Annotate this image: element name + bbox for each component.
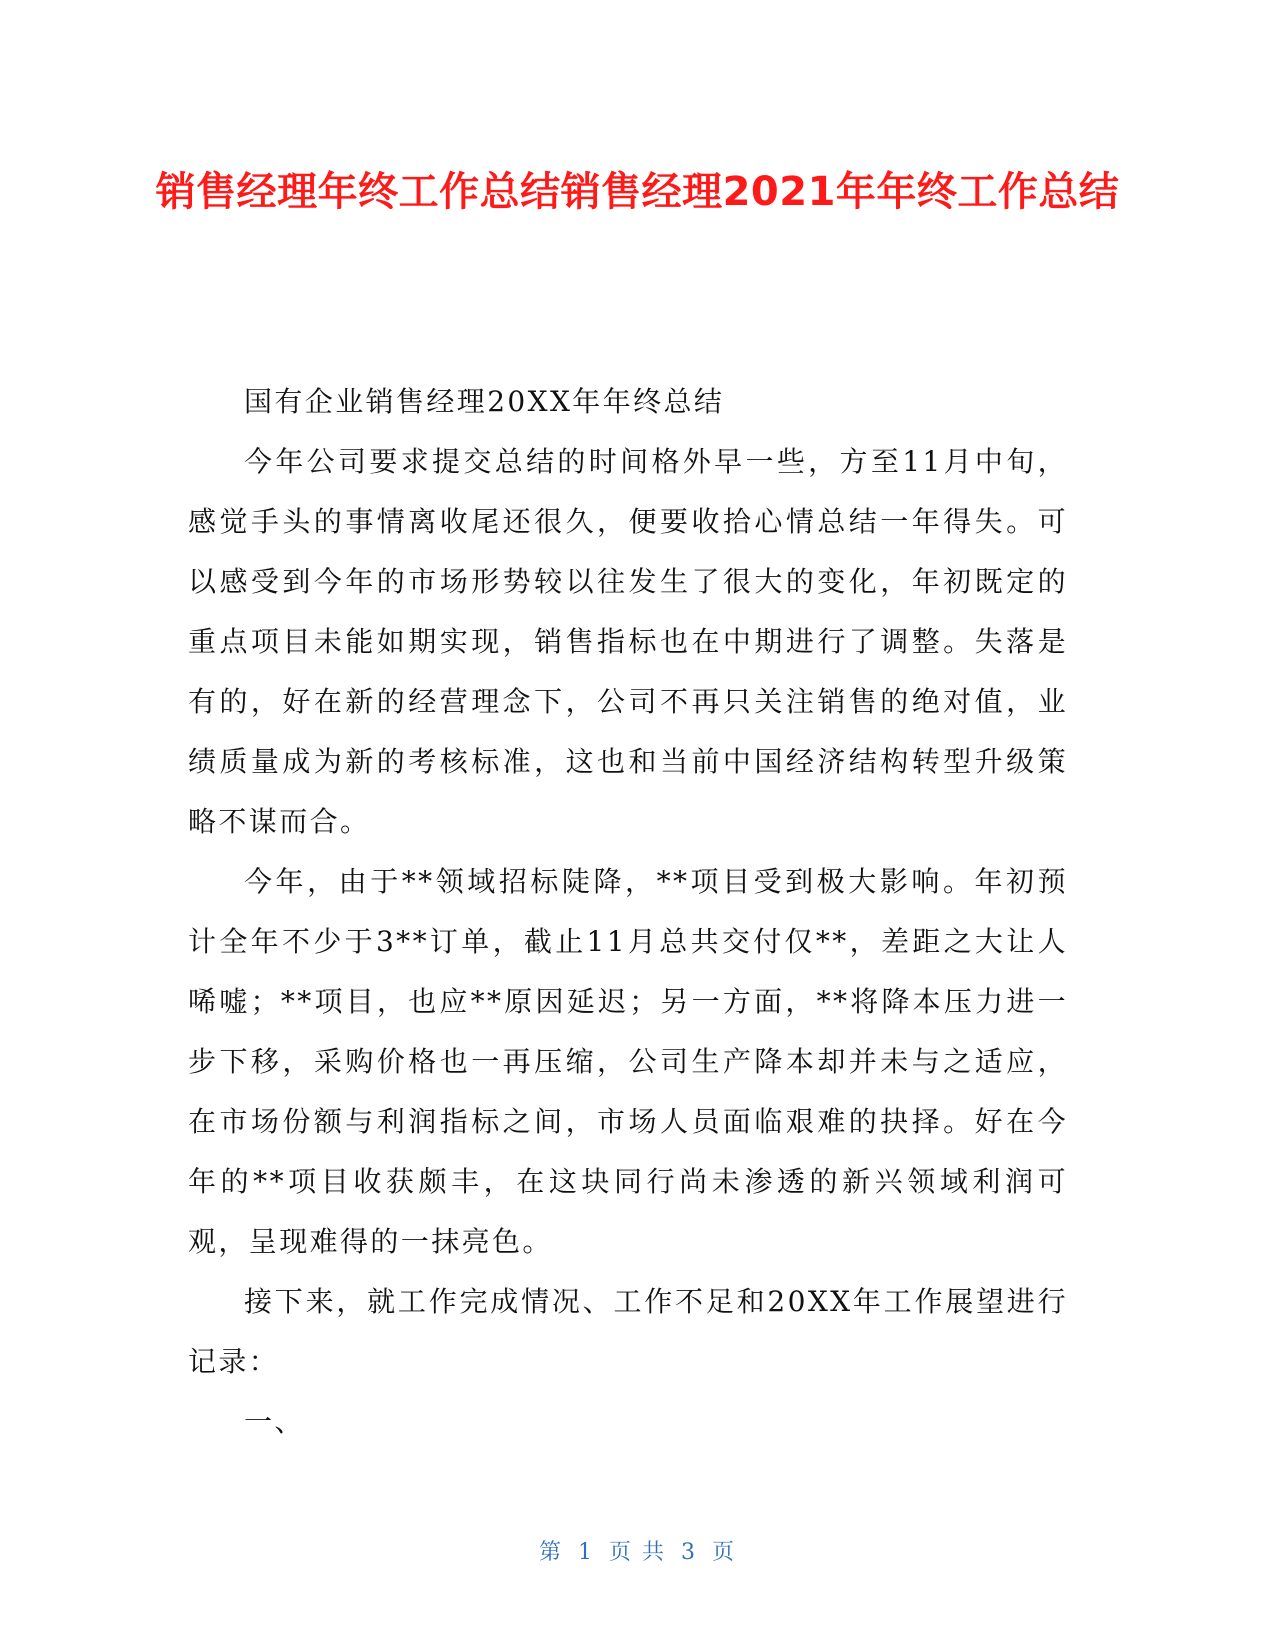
- subtitle-paragraph: 国有企业销售经理20XX年年终总结: [244, 385, 725, 418]
- footer-prefix: 第: [538, 1540, 563, 1565]
- section-heading-one: 一、: [244, 1405, 305, 1438]
- document-title: 销售经理年终工作总结销售经理2021年年终工作总结: [155, 169, 1120, 215]
- footer-middle: 页 共: [609, 1540, 666, 1565]
- paragraph-market: 今年，由于**领域招标陡降，**项目受到极大影响。年初预计全年不少于3**订单，截止11月总共交付仅**，差距之大让人唏嘘；**项目，也应**原因延迟；另一方面，**将降本压力进一步下移，采购价格也一再压缩，公司生产降本却并未与之适应，在市场份额与利润指标之间，市场人员面临艰难的抉择。好在今年的**项目收获颇丰，在这块同行尚未渗透的新兴领域利润可观，呈现难得的一抹亮色。: [188, 865, 1068, 1258]
- footer-total-pages: 3: [681, 1540, 697, 1565]
- paragraph-intro: 今年公司要求提交总结的时间格外早一些，方至11月中旬，感觉手头的事情离收尾还很久，便要收拾心情总结一年得失。可以感受到今年的市场形势较以往发生了很大的变化，年初既定的重点项目未能如期实现，销售指标也在中期进行了调整。失落是有的，好在新的经营理念下，公司不再只关注销售的绝对值，业绩质量成为新的考核标准，这也和当前中国经济结构转型升级策略不谋而合。: [188, 445, 1068, 838]
- document-body: [188, 372, 1068, 1452]
- footer-suffix: 页: [712, 1540, 737, 1565]
- paragraph-outline: 接下来，就工作完成情况、工作不足和20XX年工作展望进行记录：: [188, 1285, 1068, 1378]
- footer-current-page: 1: [578, 1540, 594, 1565]
- page-footer: [0, 1535, 1275, 1566]
